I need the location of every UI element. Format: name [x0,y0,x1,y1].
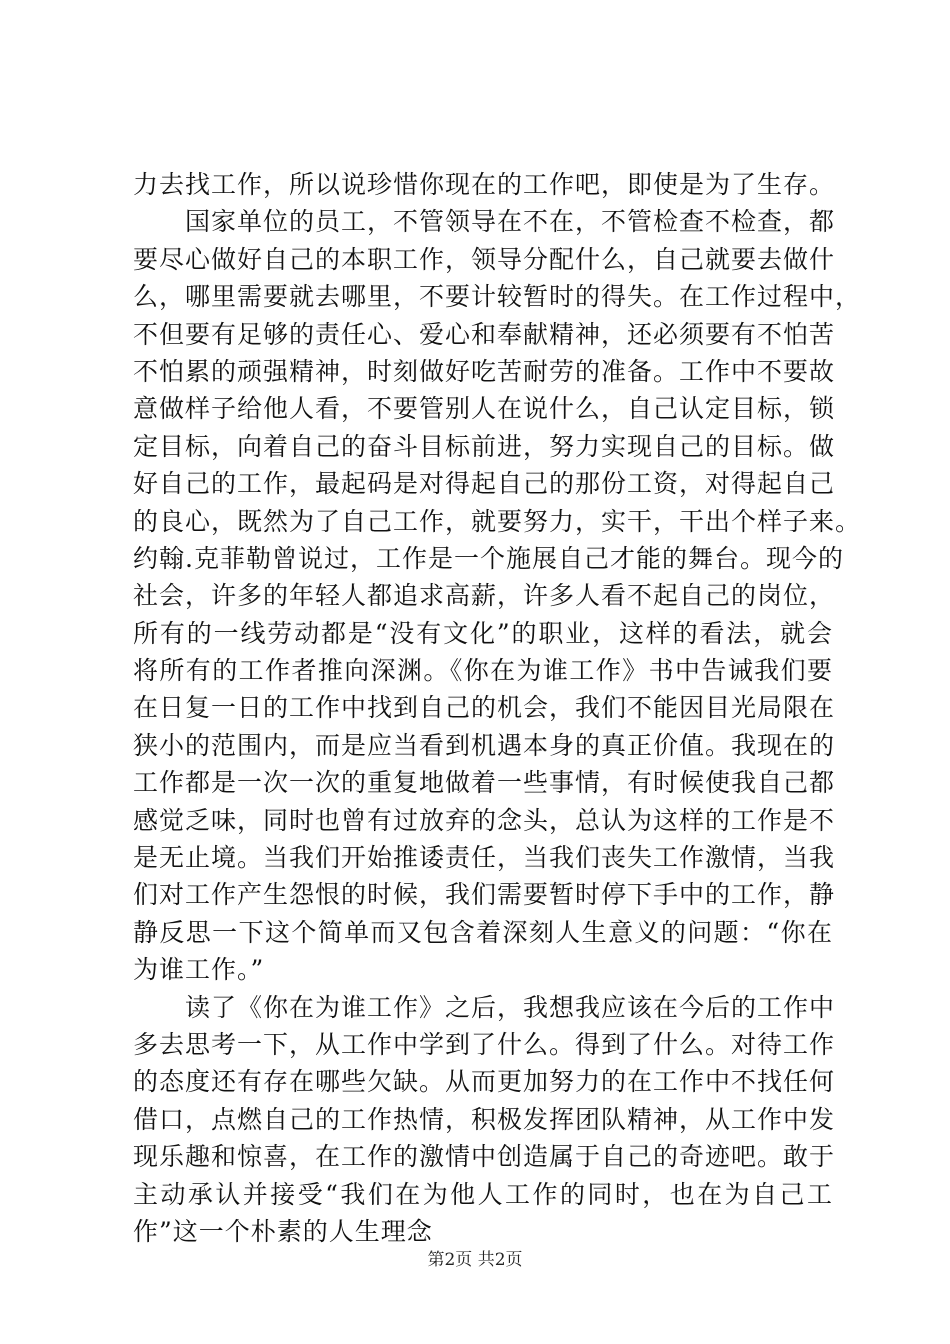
text-line: 借口，点燃自己的工作热情，积极发挥团队精神，从工作中发 [133,1104,836,1134]
text-line: 是无止境。当我们开始推诿责任，当我们丧失工作激情，当我 [133,843,836,873]
page-footer: 第2页 共2页 [427,1250,523,1270]
text-line: 多去思考一下，从工作中学到了什么。得到了什么。对待工作 [133,1029,836,1059]
text-line: 意做样子给他人看，不要管别人在说什么，自己认定目标，锁 [133,394,836,424]
text-line: 读了《你在为谁工作》之后，我想我应该在今后的工作中 [133,992,836,1022]
text-line: 约翰.克菲勒曾说过，工作是一个施展自己才能的舞台。现今的 [133,543,844,573]
text-line: 的良心，既然为了自己工作，就要努力，实干，干出个样子来。 [133,506,862,536]
text-line: 为谁工作。” [133,955,265,985]
text-line: 工作都是一次一次的重复地做着一些事情，有时候使我自己都 [133,768,836,798]
text-line: 好自己的工作，最起码是对得起自己的那份工资，对得起自己 [133,469,836,499]
text-line: 么，哪里需要就去哪里，不要计较暂时的得失。在工作过程中， [133,282,862,312]
text-line: 静反思一下这个简单而又包含着深刻人生意义的问题：“你在 [133,917,833,947]
text-line: 力去找工作，所以说珍惜你现在的工作吧，即使是为了生存。 [133,170,836,199]
text-line: 现乐趣和惊喜，在工作的激情中创造属于自己的奇迹吧。敢于 [133,1142,836,1172]
text-line: 狭小的范围内，而是应当看到机遇本身的真正价值。我现在的 [133,730,836,760]
text-line: 作”这一个朴素的人生理念 [133,1216,433,1246]
text-line: 们对工作产生怨恨的时候，我们需要暂时停下手中的工作，静 [133,880,836,910]
body-text [133,166,862,1250]
text-line: 所有的一线劳动都是“没有文化”的职业，这样的看法，就会 [133,618,833,648]
text-line: 的态度还有存在哪些欠缺。从而更加努力的在工作中不找任何 [133,1067,836,1097]
text-line: 在日复一日的工作中找到自己的机会，我们不能因目光局限在 [133,693,836,723]
text-line: 将所有的工作者推向深渊。《你在为谁工作》书中告诫我们要 [133,656,833,686]
text-line: 不但要有足够的责任心、爱心和奉献精神，还必须要有不怕苦 [133,319,836,349]
text-line: 不怕累的顽强精神，时刻做好吃苦耐劳的准备。工作中不要故 [133,356,836,386]
text-line: 主动承认并接受“我们在为他人工作的同时，也在为自己工 [133,1179,833,1209]
text-line: 国家单位的员工，不管领导在不在，不管检查不检查，都 [133,207,836,237]
text-line: 感觉乏味，同时也曾有过放弃的念头，总认为这样的工作是不 [133,805,836,835]
text-line: 社会，许多的年轻人都追求高薪，许多人看不起自己的岗位， [133,581,836,611]
text-line: 定目标，向着自己的奋斗目标前进，努力实现自己的目标。做 [133,431,836,461]
text-line: 要尽心做好自己的本职工作，领导分配什么，自己就要去做什 [133,244,836,274]
